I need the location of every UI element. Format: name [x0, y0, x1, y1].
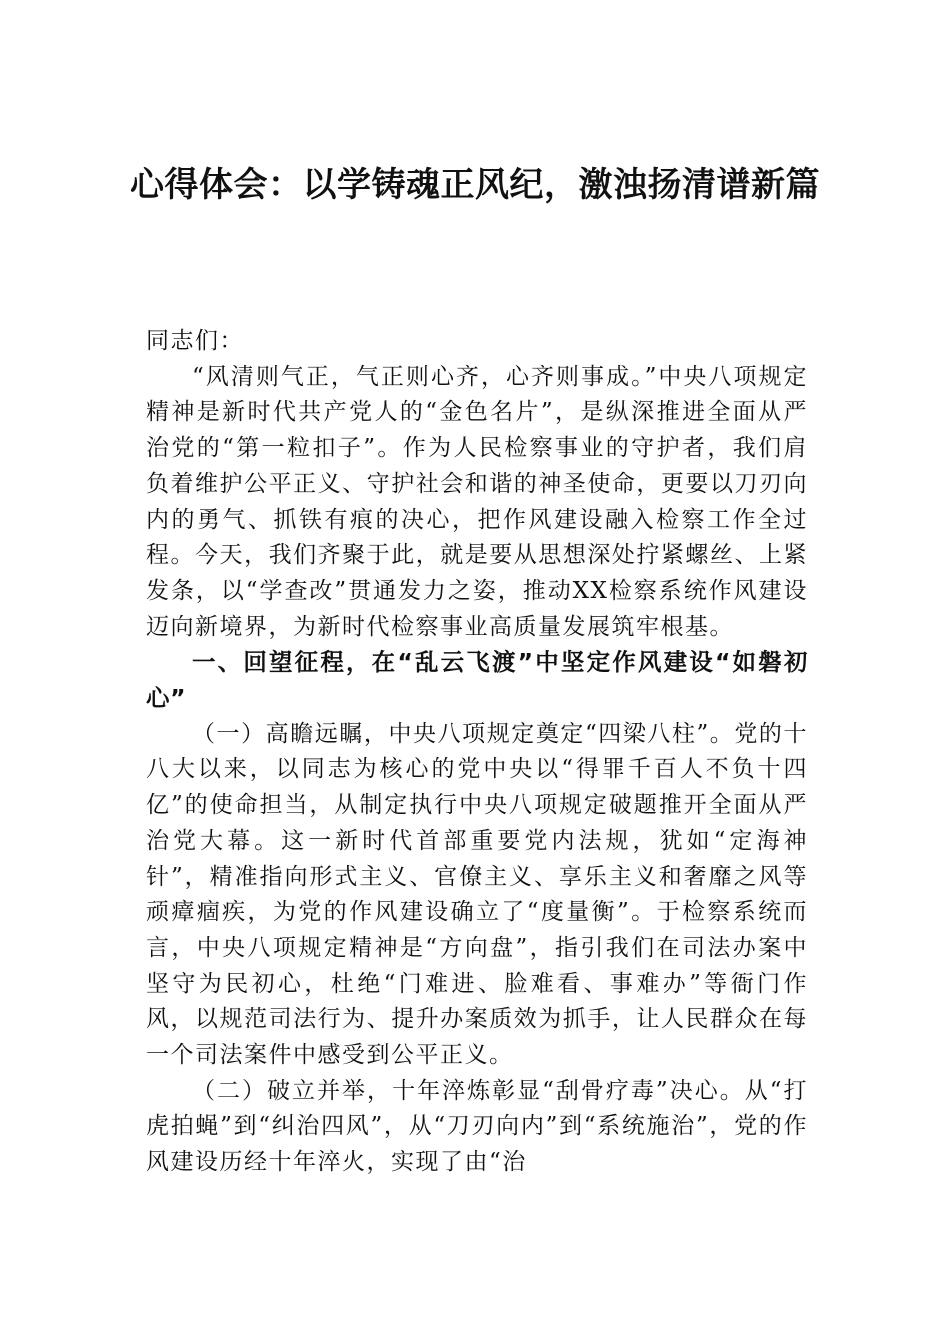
document-body	[146, 324, 808, 1181]
section-1-heading: 一、回望征程，在“乱云飞渡”中坚定作风建设“如磐初心”	[146, 648, 808, 713]
intro-paragraph: “风清则气正，气正则心齐，心齐则事成。”中央八项规定精神是新时代共产党人的“金色名片”，是纵深推进全面从严治党的“第一粒扣子”。作为人民检察事业的守护者，我们肩负着维护公平正义、守护社会和谐的神圣使命，更要以刀刃向内的勇气、抓铁有痕的决心，把作风建设融入检察工作全过程。今天，我们齐聚于此，就是要从思想深处拧紧螺丝、上紧发条，以“学查改”贯通发力之姿，推动XX检察系统作风建设迈向新境界，为新时代检察事业高质量发展筑牢根基。	[146, 363, 808, 640]
section-1-point-1: （一）高瞻远瞩，中央八项规定奠定“四梁八柱”。党的十八大以来，以同志为核心的党中央以“得罪千百人不负十四亿”的使命担当，从制定执行中央八项规定破题推开全面从严治党大幕。这一新时代首部重要党内法规，犹如“定海神针”，精准指向形式主义、官僚主义、享乐主义和奢靡之风等顽瘴痼疾，为党的作风建设确立了“度量衡”。于检察系统而言，中央八项规定精神是“方向盘”，指引我们在司法办案中坚守为民初心，杜绝“门难进、脸难看、事难办”等衙门作风，以规范司法行为、提升办案质效为抓手，让人民群众在每一个司法案件中感受到公平正义。	[146, 720, 808, 1069]
salutation: 同志们：	[146, 328, 244, 354]
document-title: 心得体会：以学铸魂正风纪，激浊扬清谱新篇	[130, 165, 820, 205]
section-1-point-2: （二）破立并举，十年淬炼彰显“刮骨疗毒”决心。从“打虎拍蝇”到“纠治四风”，从“刀刃向内”到“系统施治”，党的作风建设历经十年淬火，实现了由“治	[146, 1077, 808, 1176]
